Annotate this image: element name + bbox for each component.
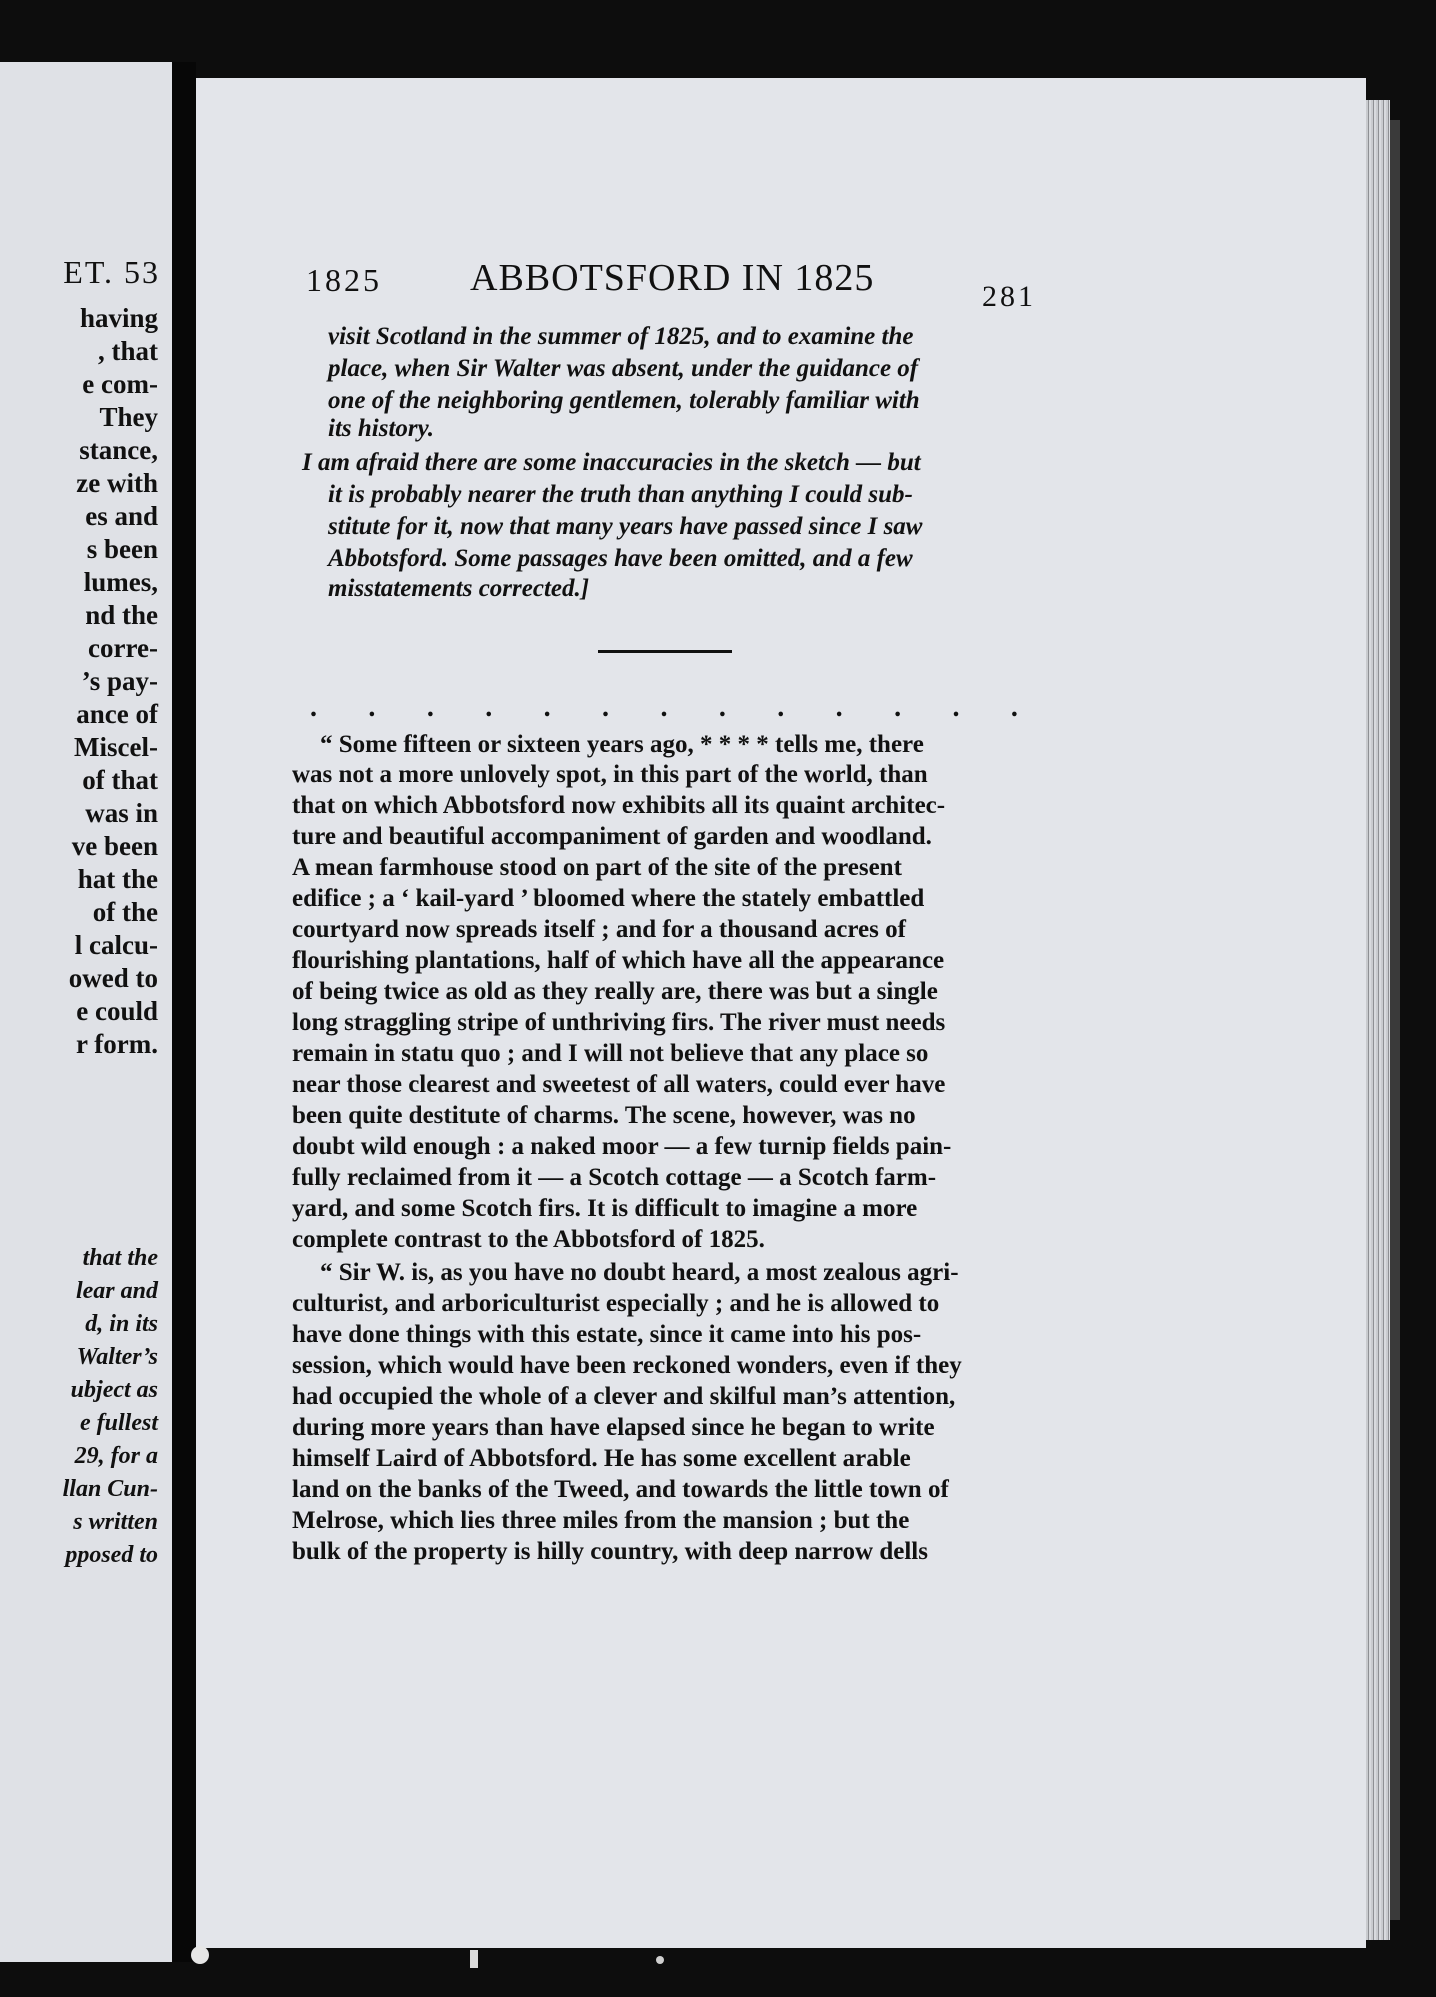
ellipsis-dot: .	[660, 692, 668, 723]
ellipsis-row	[310, 692, 1018, 724]
body-line: session, which would have been reckoned wonders, even if they	[292, 1352, 962, 1379]
facing-page-running-head: ET. 53	[63, 254, 160, 290]
ellipsis-dot: .	[1010, 692, 1018, 723]
body-line: fully reclaimed from it — a Scotch cottage — a Scotch farm-	[292, 1164, 937, 1191]
facing-italic-line: llan Cun-	[62, 1476, 158, 1502]
ellipsis-dot: .	[777, 692, 785, 723]
body-line: ture and beautiful accompaniment of garden and woodland.	[292, 823, 932, 850]
body-line: A mean farmhouse stood on part of the site of the present	[292, 854, 902, 881]
facing-page	[0, 62, 172, 1962]
facing-italic-line: 29, for a	[74, 1443, 158, 1469]
facing-line: r form.	[76, 1029, 158, 1059]
facing-line: ze with	[76, 468, 158, 498]
intro-line: Abbotsford. Some passages have been omitted, and a few	[328, 545, 913, 572]
section-rule	[598, 650, 732, 653]
running-head	[306, 256, 1036, 313]
ellipsis-dot: .	[894, 692, 902, 723]
facing-line: having	[79, 303, 158, 333]
facing-line: hat the	[77, 864, 158, 894]
scan-specks	[160, 1915, 760, 1975]
facing-line: was in	[85, 798, 158, 828]
page-number: 281	[982, 280, 1036, 313]
facing-line: e com-	[82, 369, 158, 399]
body-line: have done things with this estate, since it came into his pos-	[292, 1321, 922, 1348]
body-line: doubt wild enough : a naked moor — a few turnip fields pain-	[292, 1133, 952, 1160]
ellipsis-dot: .	[835, 692, 843, 723]
body-line: been quite destitute of charms. The scene, however, was no	[292, 1102, 916, 1129]
facing-italic-line: lear and	[75, 1278, 158, 1304]
facing-line: They	[99, 402, 158, 432]
body-line: yard, and some Scotch firs. It is difficult to imagine a more	[292, 1195, 918, 1222]
facing-italic-line: e fullest	[80, 1410, 158, 1436]
facing-italic-line: s written	[73, 1509, 158, 1535]
intro-line: one of the neighboring gentlemen, tolerably familiar with	[328, 387, 920, 414]
body-line: remain in statu quo ; and I will not believe that any place so	[292, 1040, 929, 1067]
intro-line: place, when Sir Walter was absent, under the guidance of	[328, 355, 919, 382]
book-gutter	[172, 62, 196, 1962]
facing-line: , that	[98, 336, 158, 366]
ellipsis-dot: .	[426, 692, 434, 723]
ellipsis-dot: .	[718, 692, 726, 723]
facing-line: ve been	[71, 831, 158, 861]
body-line: near those clearest and sweetest of all waters, could ever have	[292, 1071, 946, 1098]
facing-line: l calcu-	[74, 930, 158, 960]
facing-italic-line: ubject as	[70, 1377, 158, 1403]
body-line: land on the banks of the Tweed, and towards the little town of	[292, 1476, 949, 1503]
page-edges	[1366, 100, 1390, 1940]
body-line: of being twice as old as they really are, there was but a single	[292, 978, 938, 1005]
facing-italic-line: d, in its	[85, 1311, 158, 1337]
intro-line: misstatements corrected.]	[328, 575, 590, 602]
body-line: culturist, and arboriculturist especially ; and he is allowed to	[292, 1290, 940, 1317]
body-line: Melrose, which lies three miles from the mansion ; but the	[292, 1507, 910, 1534]
facing-line: owed to	[68, 963, 158, 993]
facing-line: nd the	[85, 600, 158, 630]
intro-line: I am afraid there are some inaccuracies in the sketch — but	[302, 449, 921, 476]
body-line: himself Laird of Abbotsford. He has some excellent arable	[292, 1445, 911, 1472]
body-line: was not a more unlovely spot, in this part of the world, than	[292, 761, 928, 788]
intro-line: stitute for it, now that many years have passed since I saw	[328, 513, 923, 540]
facing-italic-line: that the	[82, 1245, 158, 1271]
body-line: complete contrast to the Abbotsford of 1825.	[292, 1226, 765, 1253]
ellipsis-dot: .	[368, 692, 376, 723]
body-line: during more years than have elapsed since he began to write	[292, 1414, 935, 1441]
ellipsis-dot: .	[485, 692, 493, 723]
ellipsis-dot: .	[602, 692, 610, 723]
facing-line: lumes,	[83, 567, 158, 597]
facing-line: Miscel-	[74, 732, 158, 762]
ellipsis-dot: .	[543, 692, 551, 723]
running-head-title: ABBOTSFORD IN 1825	[470, 257, 875, 299]
body-line: long straggling stripe of unthriving firs. The river must needs	[292, 1009, 946, 1036]
facing-line: of that	[82, 765, 158, 795]
intro-line: its history.	[328, 415, 435, 442]
body-line: courtyard now spreads itself ; and for a thousand acres of	[292, 916, 906, 943]
facing-italic-line: pposed to	[65, 1542, 158, 1568]
facing-line: stance,	[79, 435, 158, 465]
body-line: “ Sir W. is, as you have no doubt heard, a most zealous agri-	[320, 1259, 959, 1286]
facing-italic-line: Walter’s	[76, 1344, 158, 1370]
body-line: had occupied the whole of a clever and skilful man’s attention,	[292, 1383, 956, 1410]
facing-line: corre-	[88, 633, 158, 663]
body-line: that on which Abbotsford now exhibits all its quaint architec-	[292, 792, 946, 819]
intro-line: visit Scotland in the summer of 1825, and to examine the	[328, 323, 914, 350]
body-line: bulk of the property is hilly country, with deep narrow dells	[292, 1538, 928, 1565]
facing-line: ance of	[76, 699, 158, 729]
facing-line: es and	[85, 501, 158, 531]
ellipsis-dot: .	[952, 692, 960, 723]
book-cover-edge	[1390, 120, 1400, 1920]
body-line: flourishing plantations, half of which have all the appearance	[292, 947, 945, 974]
facing-line: of the	[92, 897, 158, 927]
running-head-year: 1825	[306, 262, 382, 298]
body-line: “ Some fifteen or sixteen years ago, * * * * tells me, there	[320, 731, 924, 758]
ellipsis-dot: .	[310, 692, 317, 723]
body-line: edifice ; a ‘ kail-yard ’ bloomed where the stately embattled	[292, 885, 925, 912]
facing-line: s been	[86, 534, 158, 564]
intro-line: it is probably nearer the truth than anything I could sub-	[328, 481, 913, 508]
facing-line: ’s pay-	[81, 666, 158, 696]
facing-line: e could	[76, 996, 158, 1026]
